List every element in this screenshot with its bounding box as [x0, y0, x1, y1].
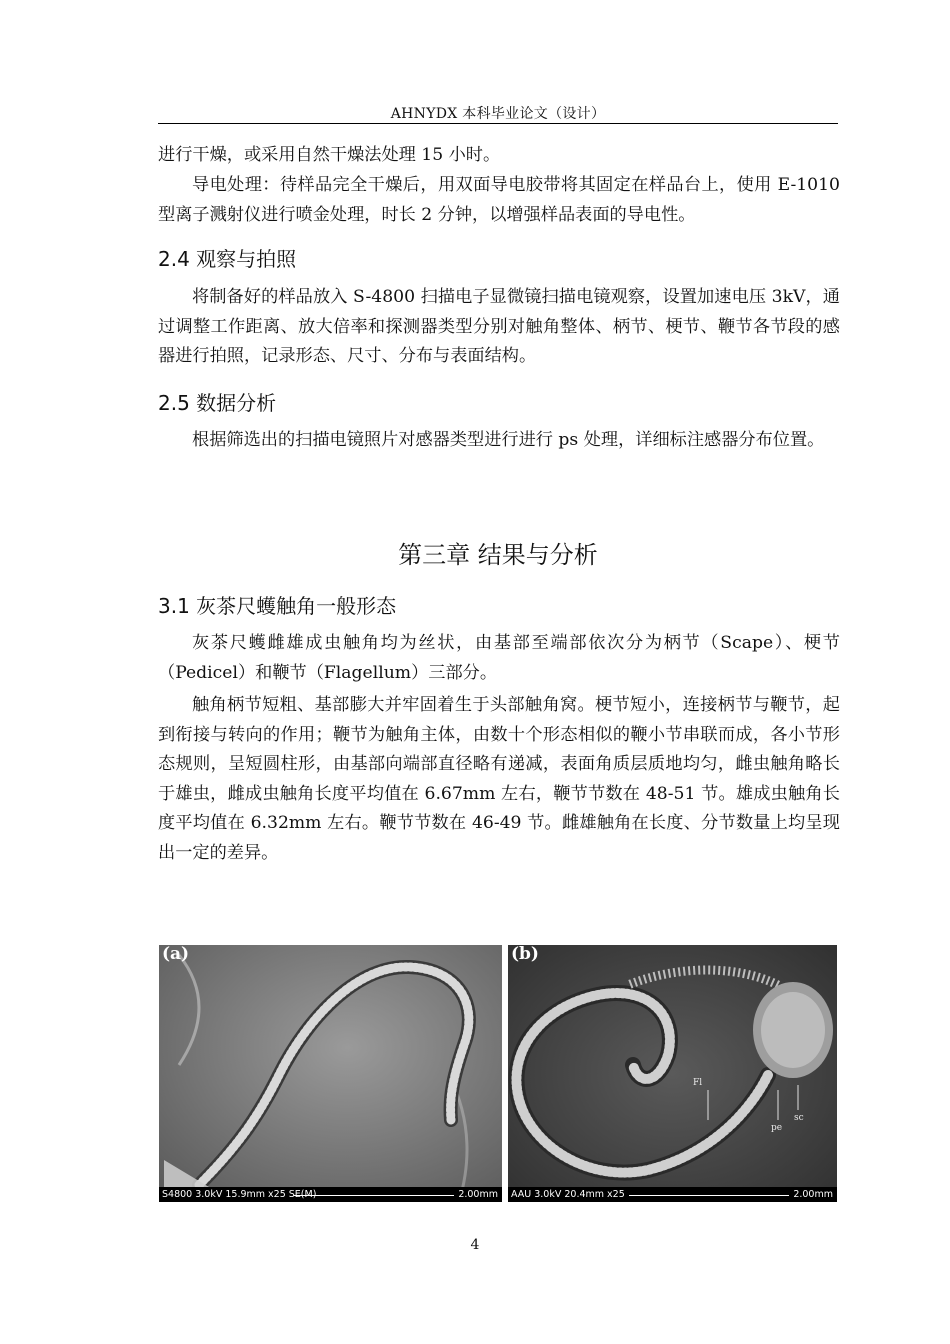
paragraph-antenna-detail: 触角柄节短粗、基部膨大并牢固着生于头部触角窝。梗节短小，连接柄节与鞭节，起到衔接与转向的作用；鞭节为触角主体，由数十个形态相似的鞭小节串联而成，各小节形态规则，呈短圆柱形，由基部向端部直径略有递减，表面角质层质地均匀，雌虫触角略长于雄虫，雌成虫触角长度平均值在 6.67mm 左右，鞭节节数在 48-51 节。雄成虫触角长度平均值在 6.32mm 左右。鞭节节数在 46-49 节。雌雄触角在长度、分节数量上均呈现出一定的差异。	[158, 695, 840, 863]
paragraph-analysis: 根据筛选出的扫描电镜照片对感器类型进行进行 ps 处理，详细标注感器分布位置。	[192, 430, 825, 450]
paragraph-drying: 进行干燥，或采用自然干燥法处理 15 小时。	[158, 145, 501, 165]
sem-parameters-b: AAU 3.0kV 20.4mm x25	[511, 1189, 625, 1200]
sem-image-a	[159, 945, 502, 1202]
sem-antenna-female-illustration	[159, 945, 502, 1202]
scale-ticks-a	[294, 1190, 454, 1196]
sem-info-bar-a	[159, 1187, 502, 1202]
scale-ticks-b	[629, 1190, 789, 1196]
page-number: 4	[470, 1237, 480, 1253]
running-header: AHNYDX 本科毕业论文（设计）	[390, 106, 606, 122]
section-heading-3-1: 3.1 灰茶尺蠖触角一般形态	[158, 594, 397, 618]
sem-antenna-male-illustration	[508, 945, 837, 1202]
sem-info-bar-b	[508, 1187, 837, 1202]
scale-length-a: 2.00mm	[458, 1189, 498, 1200]
paragraph-antenna-overview: 灰茶尺蠖雌雄成虫触角均为丝状，由基部至端部依次分为柄节（Scape）、梗节（Pedicel）和鞭节（Flagellum）三部分。	[158, 633, 840, 683]
chapter-title: 第三章 结果与分析	[398, 541, 598, 569]
sem-parameters-a: S4800 3.0kV 15.9mm x25 SE(M)	[162, 1189, 317, 1200]
section-heading-2-5: 2.5 数据分析	[158, 391, 277, 415]
annotation-flagellum: Fl	[693, 1078, 703, 1088]
figure-label-b: (b)	[511, 945, 539, 964]
annotation-pedicel: pe	[771, 1123, 783, 1133]
sem-image-b	[508, 945, 837, 1202]
section-heading-2-4: 2.4 观察与拍照	[158, 247, 297, 271]
scale-length-b: 2.00mm	[793, 1189, 833, 1200]
paragraph-conductive: 导电处理：待样品完全干燥后，用双面导电胶带将其固定在样品台上，使用 E-1010 型离子溅射仪进行喷金处理，时长 2 分钟，以增强样品表面的导电性。	[158, 175, 840, 225]
figure-label-a: (a)	[162, 945, 190, 964]
annotation-scape: sc	[794, 1113, 804, 1123]
paragraph-observation: 将制备好的样品放入 S-4800 扫描电子显微镜扫描电镜观察，设置加速电压 3kV，通过调整工作距离、放大倍率和探测器类型分别对触角整体、柄节、梗节、鞭节各节段的感器进行拍照，记录形态、尺寸、分布与表面结构。	[158, 287, 840, 366]
header-rule	[158, 123, 838, 124]
